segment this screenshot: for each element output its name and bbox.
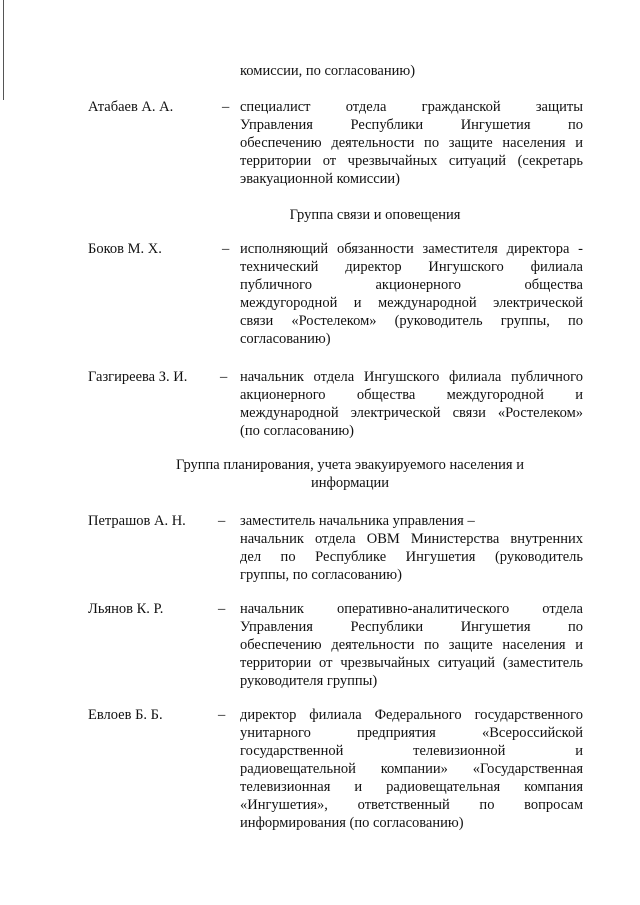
member-role [240, 368, 583, 440]
member-dash: – [218, 513, 226, 529]
role-line: унитарного предприятия «Всероссийской [240, 725, 583, 741]
role-line: связи «Ростелеком» (руководитель группы, по [240, 313, 583, 329]
group-title-communications: Группа связи и оповещения [289, 207, 461, 223]
scan-edge-mark [3, 0, 4, 100]
role-line: технический директор Ингушского филиала [240, 259, 583, 275]
role-line: территории от чрезвычайных ситуаций (заместитель [240, 655, 583, 671]
member-dash: – [218, 601, 226, 617]
role-line: (по согласованию) [240, 423, 354, 439]
member-dash: – [218, 707, 226, 723]
member-dash: – [222, 99, 230, 115]
continuation-line: комиссии, по согласованию) [240, 63, 416, 79]
role-line: обеспечению деятельности по защите населения и [240, 135, 583, 151]
role-line: акционерного общества междугородной и [240, 387, 583, 403]
role-line: руководителя группы) [240, 673, 378, 689]
member-dash: – [220, 369, 228, 385]
role-line: директор филиала Федерального государственного [240, 707, 583, 723]
role-line: исполняющий обязанности заместителя директора - [240, 241, 583, 257]
member-name: Льянов К. Р. [88, 601, 164, 617]
role-line: телевизионная и радиовещательная компания [240, 779, 583, 795]
member-dash: – [222, 241, 230, 257]
member-role [240, 98, 583, 188]
role-line: международной электрической связи «Ростелеком» [240, 405, 583, 421]
member-name: Газгиреева З. И. [88, 369, 188, 385]
role-line: начальник отдела ОВМ Министерства внутренних [240, 531, 583, 547]
role-line: публичного акционерного общества [240, 277, 583, 293]
role-line: «Ингушетия», ответственный по вопросам [240, 797, 583, 813]
member-role [240, 240, 583, 348]
role-line: радиовещательной компании» «Государственная [240, 761, 583, 777]
member-role [240, 600, 583, 690]
role-line: обеспечению деятельности по защите населения и [240, 637, 583, 653]
role-line: дел по Республике Ингушетия (руководитель [240, 549, 583, 565]
role-line: информирования (по согласованию) [240, 815, 464, 831]
member-name: Петрашов А. Н. [88, 513, 186, 529]
role-line: территории от чрезвычайных ситуаций (секретарь [240, 153, 583, 169]
group-title-planning: Группа планирования, учета эвакуируемого населения и информации [176, 457, 524, 491]
role-line: группы, по согласованию) [240, 567, 402, 583]
member-name: Атабаев А. А. [88, 99, 174, 115]
role-line: государственной телевизионной и [240, 743, 583, 759]
member-name: Боков М. Х. [88, 241, 162, 257]
role-line: начальник оперативно-аналитического отдела [240, 601, 583, 617]
role-line: начальник отдела Ингушского филиала публичного [240, 369, 583, 385]
member-role [240, 706, 583, 832]
role-line: согласованию) [240, 331, 331, 347]
role-line: специалист отдела гражданской защиты [240, 99, 583, 115]
role-line: заместитель начальника управления – [240, 513, 475, 529]
member-name: Евлоев Б. Б. [88, 707, 163, 723]
role-line: Управления Республики Ингушетия по [240, 619, 583, 635]
role-line: эвакуационной комиссии) [240, 171, 401, 187]
role-line: Управления Республики Ингушетия по [240, 117, 583, 133]
member-role [240, 512, 583, 584]
role-line: междугородной и международной электрической [240, 295, 583, 311]
